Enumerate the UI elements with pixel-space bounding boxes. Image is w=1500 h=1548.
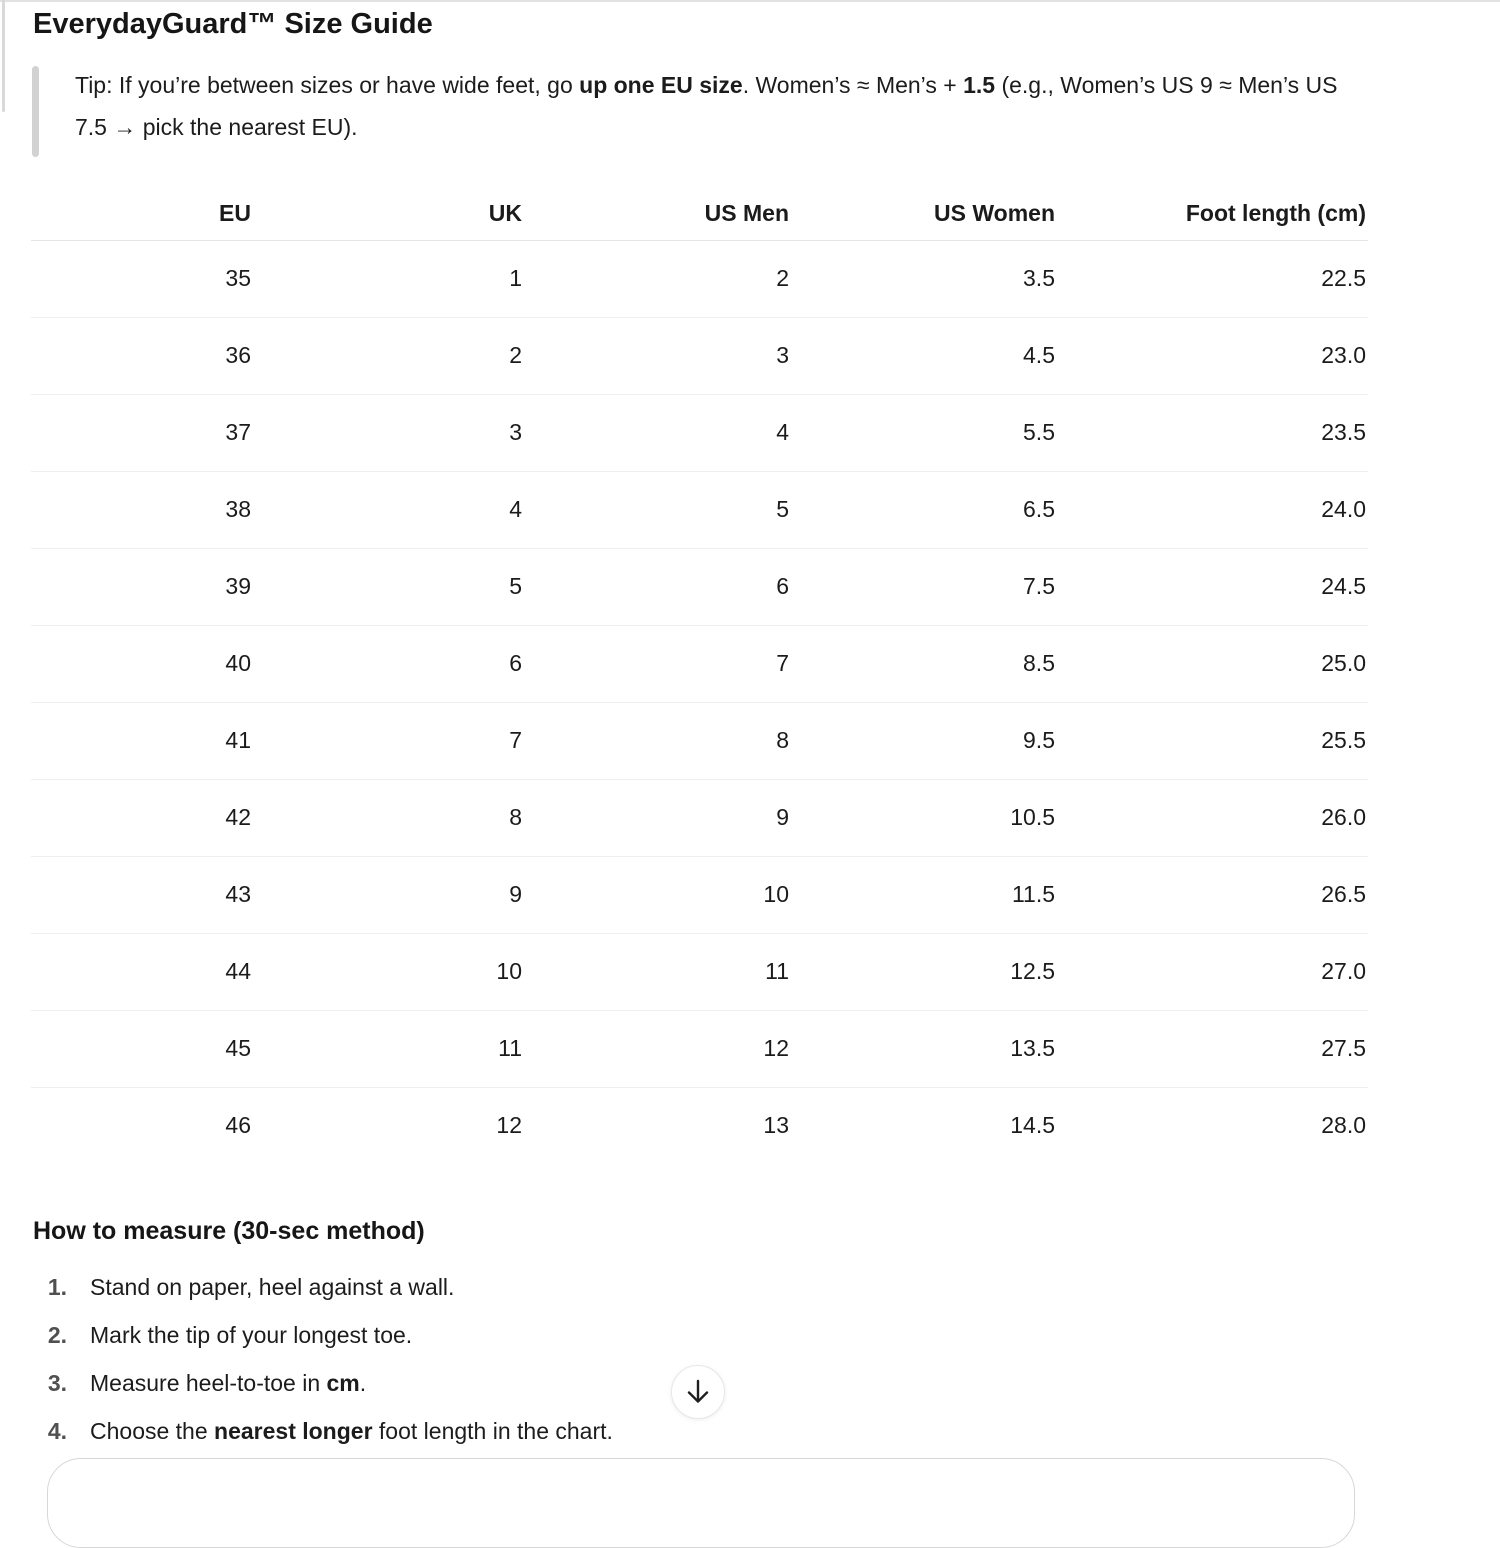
table-cell: 40 [31, 625, 253, 702]
table-cell: 8 [253, 779, 524, 856]
table-cell: 36 [31, 317, 253, 394]
step-number: 4. [47, 1417, 67, 1444]
column-header: Foot length (cm) [1057, 188, 1368, 240]
window-top-border [0, 0, 1500, 2]
table-cell: 46 [225, 1112, 251, 1139]
table-cell: 3 [253, 394, 524, 471]
table-cell: 23.0 [1057, 317, 1368, 394]
table-cell: 4 [253, 471, 524, 548]
step-bold-text: nearest longer [214, 1417, 373, 1444]
column-header: EU [31, 188, 253, 240]
table-cell: 43 [31, 856, 253, 933]
table-cell: 10 [524, 856, 791, 933]
table-cell: 41 [31, 702, 253, 779]
size-table-header [31, 188, 1368, 240]
table-cell: 9.5 [791, 702, 1057, 779]
step-text: Mark the tip of your longest toe. [90, 1321, 413, 1348]
table-row [31, 1087, 1368, 1164]
table-cell: 5 [253, 548, 524, 625]
table-row [31, 702, 1368, 779]
tip-bold-segment: 1.5 [963, 72, 996, 98]
tip-callout [32, 64, 1362, 148]
table-cell: 9 [253, 856, 524, 933]
table-cell: 7 [524, 625, 791, 702]
column-header: UK [253, 188, 524, 240]
column-header: US Women [791, 188, 1057, 240]
measure-step [33, 1407, 613, 1455]
step-bold-text: cm [326, 1369, 360, 1396]
measure-step [33, 1263, 613, 1311]
step-number: 3. [47, 1369, 67, 1396]
tip-segment: Tip: If you’re between sizes or have wide feet, go [75, 72, 580, 98]
table-cell: 4.5 [791, 317, 1057, 394]
down-arrow-icon [685, 1378, 711, 1406]
table-cell: 25.5 [1057, 702, 1368, 779]
table-cell: 28.0 [1321, 1112, 1366, 1139]
table-cell: 11 [524, 933, 791, 1010]
table-row [31, 317, 1368, 394]
table-cell: 44 [31, 933, 253, 1010]
table-cell: 38 [31, 471, 253, 548]
table-cell: 5 [524, 471, 791, 548]
table-cell: 6 [253, 625, 524, 702]
step-text: Stand on paper, heel against a wall. [90, 1273, 455, 1300]
table-cell: 26.5 [1057, 856, 1368, 933]
table-cell: 7.5 [791, 548, 1057, 625]
table-cell: 10 [253, 933, 524, 1010]
table-cell: 6.5 [791, 471, 1057, 548]
table-cell: 24.5 [1057, 548, 1368, 625]
tip-text [75, 64, 1365, 148]
table-row [31, 1010, 1368, 1087]
table-row [31, 548, 1368, 625]
measure-step [33, 1311, 613, 1359]
table-cell: 14.5 [1010, 1112, 1055, 1139]
table-cell: 23.5 [1057, 394, 1368, 471]
table-cell: 37 [31, 394, 253, 471]
column-header: US Men [524, 188, 791, 240]
table-cell: 2 [524, 240, 791, 317]
step-text: Measure heel-to-toe in [90, 1369, 327, 1396]
table-row [31, 240, 1368, 317]
table-cell: 12.5 [791, 933, 1057, 1010]
measure-step [33, 1359, 613, 1407]
table-cell: 39 [31, 548, 253, 625]
table-cell: 2 [253, 317, 524, 394]
table-cell: 6 [524, 548, 791, 625]
table-cell: 26.0 [1057, 779, 1368, 856]
table-row [31, 394, 1368, 471]
tip-segment: . Women’s ≈ Men’s + [742, 72, 964, 98]
scroll-to-bottom-button[interactable] [671, 1365, 725, 1419]
table-cell: 11 [253, 1010, 524, 1087]
table-cell: 27.5 [1057, 1010, 1368, 1087]
table-row [31, 779, 1368, 856]
step-number: 1. [47, 1273, 67, 1300]
table-row [31, 625, 1368, 702]
table-cell: 35 [31, 240, 253, 317]
tip-segment: (e.g., Women’s US 9 ≈ Men’s US 7.5 → pick the nearest EU). [75, 72, 1338, 140]
table-cell: 22.5 [1057, 240, 1368, 317]
table-cell: 42 [31, 779, 253, 856]
table-cell: 27.0 [1057, 933, 1368, 1010]
size-table-header-row [31, 188, 1368, 240]
step-text: Choose the [90, 1417, 215, 1444]
table-cell: 11.5 [791, 856, 1057, 933]
tip-quote-bar [32, 66, 39, 157]
step-text: foot length in the chart. [372, 1417, 613, 1444]
table-row [31, 933, 1368, 1010]
table-cell: 12 [496, 1112, 522, 1139]
table-cell: 25.0 [1057, 625, 1368, 702]
how-to-measure-heading: How to measure (30-sec method) [33, 1217, 425, 1245]
step-text: . [359, 1369, 367, 1396]
table-cell: 7 [253, 702, 524, 779]
table-cell: 3.5 [791, 240, 1057, 317]
table-cell: 10.5 [791, 779, 1057, 856]
table-cell: 4 [524, 394, 791, 471]
how-to-measure-list [33, 1263, 613, 1455]
step-number: 2. [47, 1321, 67, 1348]
table-cell: 3 [524, 317, 791, 394]
size-table-body [31, 240, 1368, 1164]
table-cell: 24.0 [1057, 471, 1368, 548]
table-row [31, 471, 1368, 548]
table-cell: 13 [763, 1112, 789, 1139]
table-cell: 8.5 [791, 625, 1057, 702]
table-cell: 9 [524, 779, 791, 856]
size-table [31, 188, 1368, 1164]
page-title: EverydayGuard™ Size Guide [33, 8, 433, 40]
table-cell: 13.5 [791, 1010, 1057, 1087]
table-cell: 8 [524, 702, 791, 779]
table-cell: 5.5 [791, 394, 1057, 471]
table-cell: 12 [524, 1010, 791, 1087]
table-cell: 45 [31, 1010, 253, 1087]
tip-bold-segment: up one EU size [579, 72, 743, 98]
table-row [31, 856, 1368, 933]
left-scrollbar-tick [2, 0, 5, 112]
table-cell: 1 [253, 240, 524, 317]
